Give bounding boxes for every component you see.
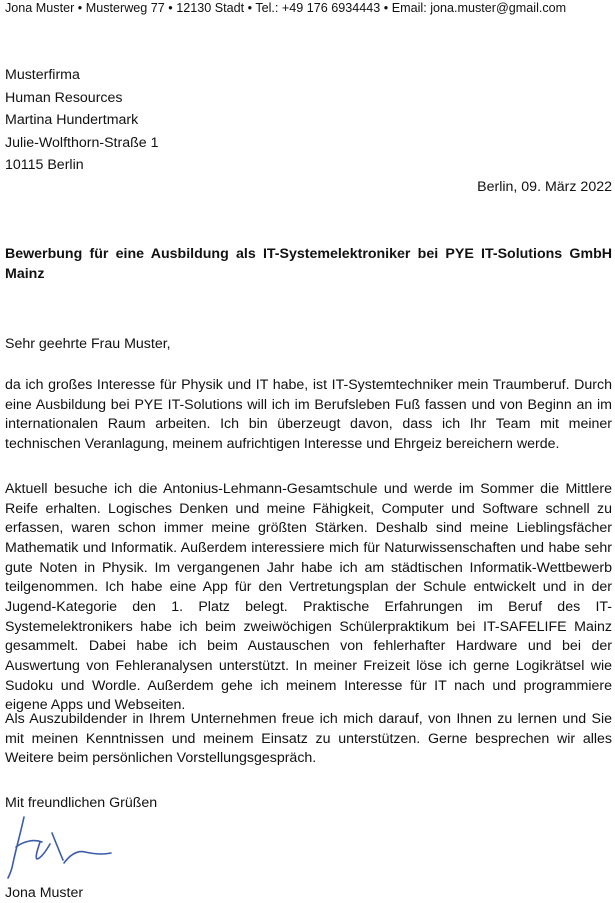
sender-name: Jona Muster [5,885,84,901]
letter-date: Berlin, 09. März 2022 [477,179,612,195]
letter-subject: Bewerbung für eine Ausbildung als IT-Systemelektroniker bei PYE IT-Solutions GmbH Mainz [5,246,612,282]
signature-image [4,811,124,883]
recipient-company: Musterfirma [5,67,80,83]
recipient-street: Julie-Wolfthorn-Straße 1 [5,134,159,151]
recipient-address [5,64,405,177]
closing-phrase: Mit freundlichen Grüßen [5,795,158,811]
salutation: Sehr geehrte Frau Muster, [5,336,171,352]
recipient-contact: Martina Hundertmark [5,112,139,129]
signature-stroke [8,817,111,878]
body-paragraph-1: da ich großes Interesse für Physik und IT habe, ist IT-Systemtechniker mein Traumberuf. Durch eine Ausbildung bei PYE IT-Solutions will ich im Berufsleben Fuß fassen und von Beginn an im internationalen Raum arbeiten. Ich bin überzeugt davon, dass ich Ihr Team mit meiner technischen Veranlagung, meinem aufrichtigen Interesse und Ehrgeiz bereichern werde. [5,377,612,452]
recipient-department: Human Resources [5,89,123,106]
body-paragraph-3: Als Auszubildender in Ihrem Unternehmen freue ich mich darauf, von Ihnen zu lernen und Sie mit meinen Kenntnissen und meinem Einsatz zu unterstützen. Gerne besprechen wir alles Weitere beim persönlichen Vorstellungsgespräch. [5,711,612,767]
body-paragraph-2: Aktuell besuche ich die Antonius-Lehmann-Gesamtschule und werde im Sommer die Mittlere Reife erhalten. Logisches Denken und meine Fähigkeit, Computer und Software schnell zu erfassen, waren schon immer meine größten Stärken. Deshalb sind meine Lieblingsfächer Mathematik und Informatik. Außerdem interessiere mich für Naturwissenschaften und habe sehr gute Noten in Physik. Im vergangenen Jahr habe ich am städtischen Informatik-Wettbewerb teilgenommen. Ich habe eine App für den Vertretungsplan der Schule entwickelt und in der Jugend-Kategorie den 1. Platz belegt. Praktische Erfahrungen im Beruf des IT-Systemelektronikers habe ich beim zweiwöchigen Schülerpraktikum bei IT-SAFELIFE Mainz gesammelt. Dabei habe ich beim Austauschen von fehlerhafter Hardware und bei der Auswertung von Fehleranalysen unterstützt. In meiner Freizeit löse ich gerne Logikrätsel wie Sudoku und Wordle. Außerdem gehe ich meinem Interesse für IT nach und programmiere eigene Apps und Webseiten. [5,481,612,714]
sender-line: Jona Muster • Musterweg 77 • 12130 Stadt • Tel.: +49 176 6934443 • Email: jona.muster@gmail.com [5,1,567,15]
recipient-city: 10115 Berlin [5,157,84,174]
